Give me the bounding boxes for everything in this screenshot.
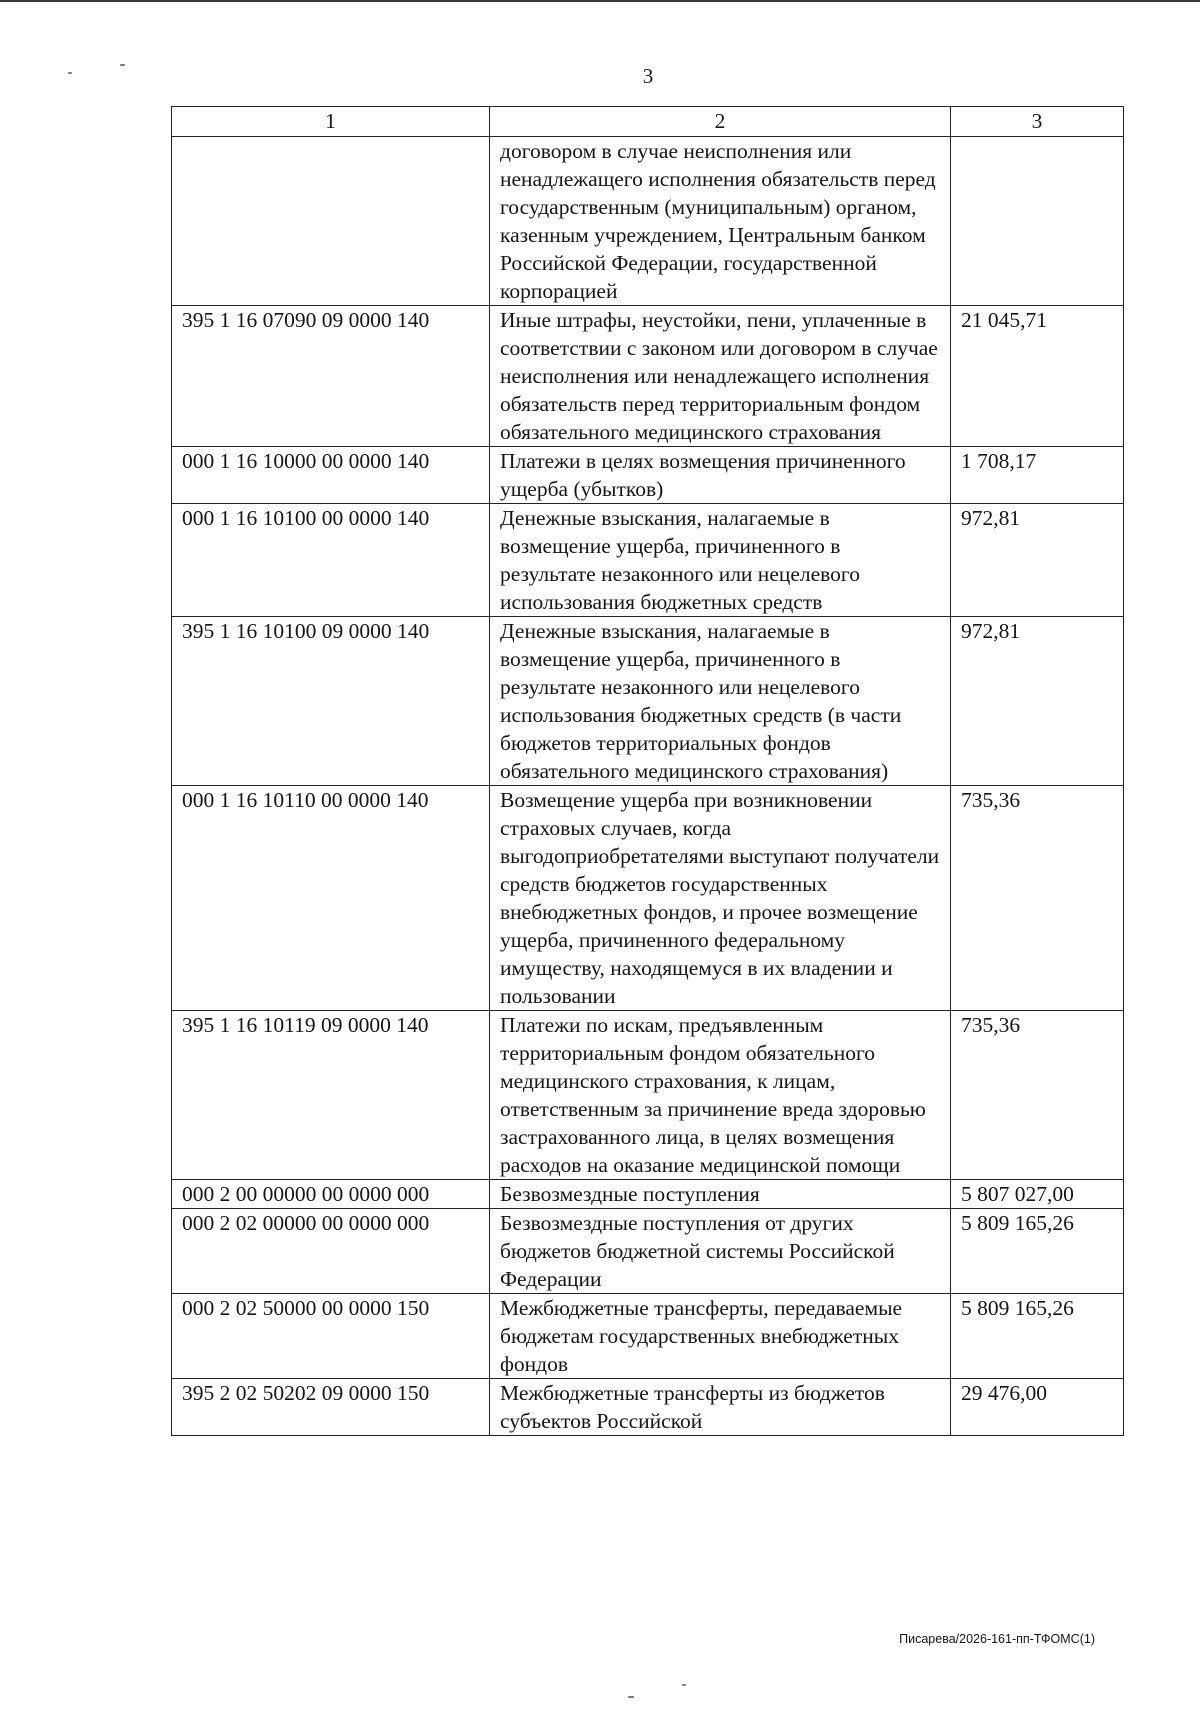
revenue-name-cell: Платежи в целях возмещения причиненного ущерба (убытков) xyxy=(490,447,951,504)
budget-code-cell xyxy=(172,137,490,306)
scan-top-edge xyxy=(0,0,1200,2)
amount-cell: 5 807 027,00 xyxy=(951,1180,1124,1209)
revenue-name-cell: Иные штрафы, неустойки, пени, уплаченные в соответствии с законом или договором в случае неисполнения или ненадлежащего исполнения обязательств перед территориальным фондом обязательного медицинского страхования xyxy=(490,306,951,447)
revenue-name-cell: Возмещение ущерба при возникновении страховых случаев, когда выгодоприобретателями выступают получатели средств бюджетов государственных внебюджетных фондов, и прочее возмещение ущерба, причиненного федеральному имуществу, находящемуся в их владении и пользовании xyxy=(490,786,951,1011)
table-row xyxy=(172,306,1124,447)
revenue-name-cell: Безвозмездные поступления от других бюджетов бюджетной системы Российской Федерации xyxy=(490,1209,951,1294)
table-row xyxy=(172,1379,1124,1436)
amount-cell: 1 708,17 xyxy=(951,447,1124,504)
amount-cell: 21 045,71 xyxy=(951,306,1124,447)
page-number: 3 xyxy=(642,64,654,88)
budget-code-cell: 000 2 00 00000 00 0000 000 xyxy=(172,1180,490,1209)
budget-code-cell: 000 1 16 10000 00 0000 140 xyxy=(172,447,490,504)
amount-cell xyxy=(951,137,1124,306)
column-header-amount: 3 xyxy=(951,107,1124,137)
revenue-name-cell: Межбюджетные трансферты, передаваемые бюджетам государственных внебюджетных фондов xyxy=(490,1294,951,1379)
revenue-name-cell: Денежные взыскания, налагаемые в возмещение ущерба, причиненного в результате незаконного или нецелевого использования бюджетных средств xyxy=(490,504,951,617)
table-row xyxy=(172,1294,1124,1379)
amount-cell: 972,81 xyxy=(951,617,1124,786)
table-row xyxy=(172,447,1124,504)
table-row xyxy=(172,137,1124,306)
column-header-name: 2 xyxy=(490,107,951,137)
scan-speck xyxy=(682,1684,686,1686)
table-row xyxy=(172,786,1124,1011)
revenue-name-cell: Безвозмездные поступления xyxy=(490,1180,951,1209)
amount-cell: 5 809 165,26 xyxy=(951,1209,1124,1294)
budget-code-cell: 395 1 16 10119 09 0000 140 xyxy=(172,1011,490,1180)
budget-code-cell: 000 1 16 10100 00 0000 140 xyxy=(172,504,490,617)
amount-cell: 5 809 165,26 xyxy=(951,1294,1124,1379)
budget-code-cell: 000 1 16 10110 00 0000 140 xyxy=(172,786,490,1011)
budget-code-cell: 395 1 16 07090 09 0000 140 xyxy=(172,306,490,447)
revenue-name-cell: договором в случае неисполнения или ненадлежащего исполнения обязательств перед государственным (муниципальным) органом, казенным учреждением, Центральным банком Российской Федерации, государственной корпорацией xyxy=(490,137,951,306)
budget-code-cell: 000 2 02 00000 00 0000 000 xyxy=(172,1209,490,1294)
document-footer-id: Писарева/2026-161-пп-ТФОМС(1) xyxy=(899,1632,1095,1646)
revenue-name-cell: Межбюджетные трансферты из бюджетов субъектов Российской xyxy=(490,1379,951,1436)
revenue-name-cell: Денежные взыскания, налагаемые в возмещение ущерба, причиненного в результате незаконного или нецелевого использования бюджетных средств (в части бюджетов территориальных фондов обязательного медицинского страхования) xyxy=(490,617,951,786)
column-header-code: 1 xyxy=(172,107,490,137)
revenue-name-cell: Платежи по искам, предъявленным территориальным фондом обязательного медицинского страхования, к лицам, ответственным за причинение вреда здоровью застрахованного лица, в целях возмещения расходов на оказание медицинской помощи xyxy=(490,1011,951,1180)
table-row xyxy=(172,1011,1124,1180)
budget-code-cell: 395 1 16 10100 09 0000 140 xyxy=(172,617,490,786)
amount-cell: 972,81 xyxy=(951,504,1124,617)
table-row xyxy=(172,504,1124,617)
scan-speck xyxy=(628,1696,634,1698)
table-row xyxy=(172,1180,1124,1209)
budget-code-cell: 395 2 02 50202 09 0000 150 xyxy=(172,1379,490,1436)
table-row xyxy=(172,617,1124,786)
amount-cell: 29 476,00 xyxy=(951,1379,1124,1436)
table-row xyxy=(172,1209,1124,1294)
amount-cell: 735,36 xyxy=(951,1011,1124,1180)
budget-revenue-table xyxy=(171,106,1124,1436)
budget-code-cell: 000 2 02 50000 00 0000 150 xyxy=(172,1294,490,1379)
amount-cell: 735,36 xyxy=(951,786,1124,1011)
table-header-row xyxy=(172,107,1124,137)
